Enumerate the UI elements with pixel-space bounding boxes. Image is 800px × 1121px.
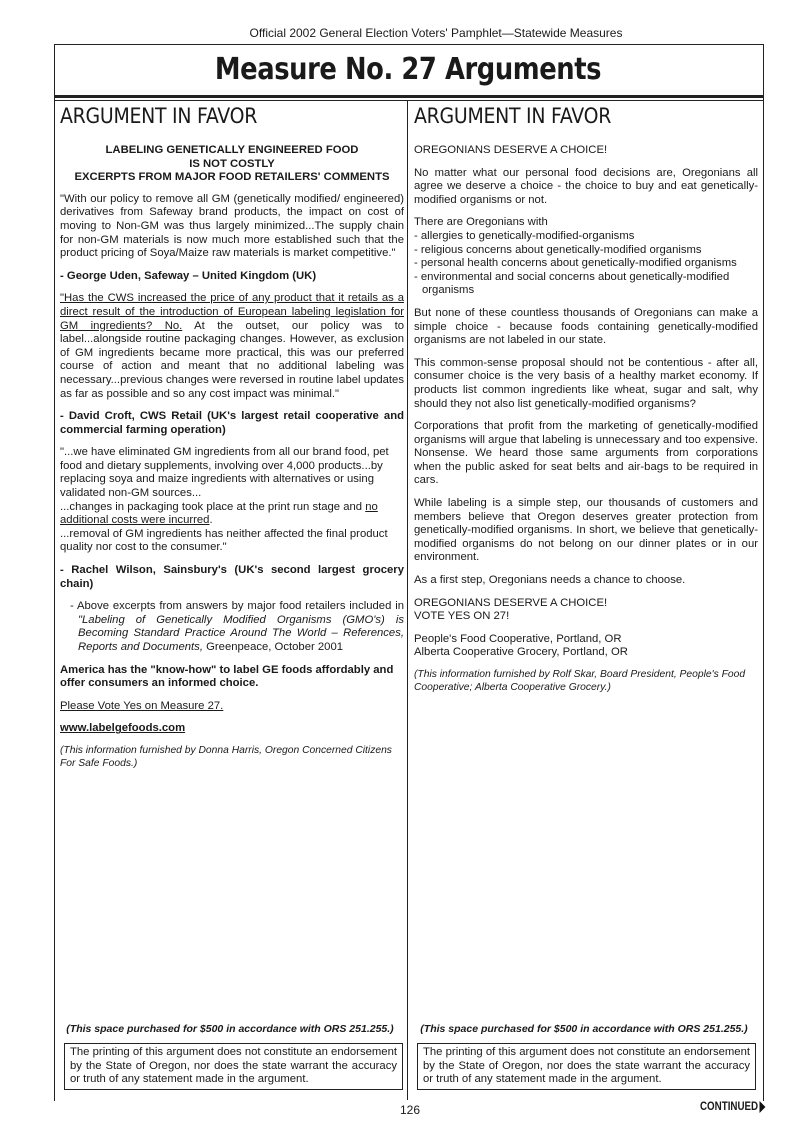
continued-label: CONTINUED [700,1101,759,1113]
sainsbury-quote-a: "...we have eliminated GM ingredients from all our brand food, pet food and dietary supplements, involving over 4,000 products...by replacing soya and maize ingredients with alternatives or using validated non-GM sources... [60,446,389,500]
right-list-intro: There are Oregonians with [414,216,548,229]
sainsbury-quote-b-end: . [209,514,213,527]
excerpt-prefix: - Above excerpts from answers by major food retailers included in [70,600,404,613]
excerpt-suffix: Greenpeace, October 2001 [202,641,344,653]
right-para-3: This common-sense proposal should not be contentious - after all, consumer choice is the very basis of a healthy market economy. If products list common ingredients like wheat, sugar and salt, why should they not also list genetically-modified organisms? [414,356,758,410]
left-argument-heading: ARGUMENT IN FAVOR [60,104,258,128]
website-link[interactable]: www.labelgefoods.com [60,722,186,735]
right-opening: OREGONIANS DESERVE A CHOICE! [414,144,608,156]
list-item: - personal health concerns about genetically-modified organisms [414,257,737,270]
column-divider [407,100,408,1100]
sainsbury-quote-c: ...removal of GM ingredients has neither affected the final product quality nor cost to the consumer." [60,527,388,554]
closing-line-1: OREGONIANS DESERVE A CHOICE! [414,596,608,609]
right-para-4: Corporations that profit from the marketing of genetically-modified organisms will argue that labeling is unnecessary and too expensive. Nonsense. We heard those same arguments from corporations when the public asked for seat belts and air-bags to be required in cars. [414,420,758,487]
cws-quote [60,292,404,401]
cws-quote-underlined: "Has the CWS increased the price of any product that it retails as a direct result of the introduction of European labeling legislation for GM ingredients? No. [60,292,404,332]
sainsbury-quote-b: ...changes in packaging took place at the print run stage and [60,500,366,513]
right-paid-notice: (This space purchased for $500 in accordance with ORS 251.255.) [420,1023,748,1035]
right-sponsors [414,633,758,660]
pamphlet-header: Official 2002 General Election Voters' Pamphlet—Statewide Measures [249,26,623,40]
left-disclaimer: The printing of this argument does not constitute an endorsement by the State of Oregon, nor does the state warrant the accuracy or truth of any statement made in the argument. [64,1043,403,1090]
excerpt-title: "Labeling of Genetically Modified Organisms (GMO's) is Becoming Standard Practice Around The World – References, Reports and Documents, [78,613,404,653]
concerns-list [414,230,758,298]
sainsbury-attribution: - Rachel Wilson, Sainsbury's (UK's second largest grocery chain) [60,564,404,590]
sponsor-2: Alberta Cooperative Grocery, Portland, OR [414,646,628,659]
right-argument-column [414,104,758,703]
left-paid-notice: (This space purchased for $500 in accordance with ORS 251.255.) [66,1023,394,1035]
right-argument-heading: ARGUMENT IN FAVOR [414,104,612,128]
headline-line-1: LABELING GENETICALLY ENGINEERED FOOD [105,144,359,156]
closing-line-2: VOTE YES ON 27! [414,610,510,623]
left-argument-column [60,104,404,779]
page-title: Measure No. 27 Arguments [214,52,602,87]
right-para-2: But none of these countless thousands of Oregonians can make a simple choice - because foods containing genetically-modified organisms are not labeled in our state. [414,306,758,347]
headline-line-3: EXCERPTS FROM MAJOR FOOD RETAILERS' COMMENTS [74,171,390,184]
title-rule-thin [54,100,763,101]
right-para-1: No matter what our personal food decisions are, Oregonians all agree we deserve a choice - the choice to buy and eat genetically-modified organisms or not. [414,166,758,206]
list-item: - religious concerns about genetically-modified organisms [414,243,702,256]
continued-marker [700,1101,766,1113]
headline-line-2: IS NOT COSTLY [189,157,275,170]
cws-attribution: - David Croft, CWS Retail (UK's largest retail cooperative and commercial farming operation) [60,410,404,436]
list-item: - allergies to genetically-modified-organisms [414,229,635,242]
right-para-6: As a first step, Oregonians needs a chance to choose. [414,574,686,587]
left-headline [60,144,404,185]
list-item: - environmental and social concerns about genetically-modified organisms [414,270,730,297]
arrow-right-icon [760,1101,766,1113]
title-rule [54,95,763,98]
left-furnished-by: (This information furnished by Donna Harris, Oregon Concerned Citizens For Safe Foods.) [60,744,392,769]
sainsbury-quote-underlined: no additional costs were incurred [60,500,378,527]
right-para-5: While labeling is a simple step, our thousands of customers and members believe that Oregon deserves greater protection from genetically-modified organisms. In short, we believe that genetically-modified organisms do not belong on our dinner plates or in our environment. [414,497,758,564]
excerpt-source [70,600,404,654]
sainsbury-quote [60,446,404,555]
page-number: 126 [399,1103,421,1117]
right-closing [414,597,758,624]
vote-line: Please Vote Yes on Measure 27. [60,699,224,712]
sponsor-1: People's Food Cooperative, Portland, OR [414,632,622,645]
closing-statement: America has the "know-how" to label GE foods affordably and offer consumers an informed choice. [60,663,394,690]
right-disclaimer: The printing of this argument does not constitute an endorsement by the State of Oregon, nor does the state warrant the accuracy or truth of any statement made in the argument. [417,1043,756,1090]
right-furnished-by: (This information furnished by Rolf Skar, Board President, People's Food Cooperative; Alberta Cooperative Grocery.) [414,669,746,693]
safeway-attribution: - George Uden, Safeway – United Kingdom (UK) [60,269,317,282]
cws-quote-rest: At the outset, our policy was to label...alongside routine packaging changes. However, as exclusion of GM ingredients became more practical, this was our preferred course of action and meant that no additional labeling was necessary...previous changes were reversed in routine label updates as far as possible and so any cost impact was minimal." [60,319,404,400]
safeway-quote: "With our policy to remove all GM (genetically modified/ engineered) derivatives from Safeway brand products, the impact on cost of moving to Non-GM was thus largely minimized...The supply chain for non-GM materials is now much more established such that the product pricing of Soya/Maize raw materials is market competitive." [60,192,404,260]
